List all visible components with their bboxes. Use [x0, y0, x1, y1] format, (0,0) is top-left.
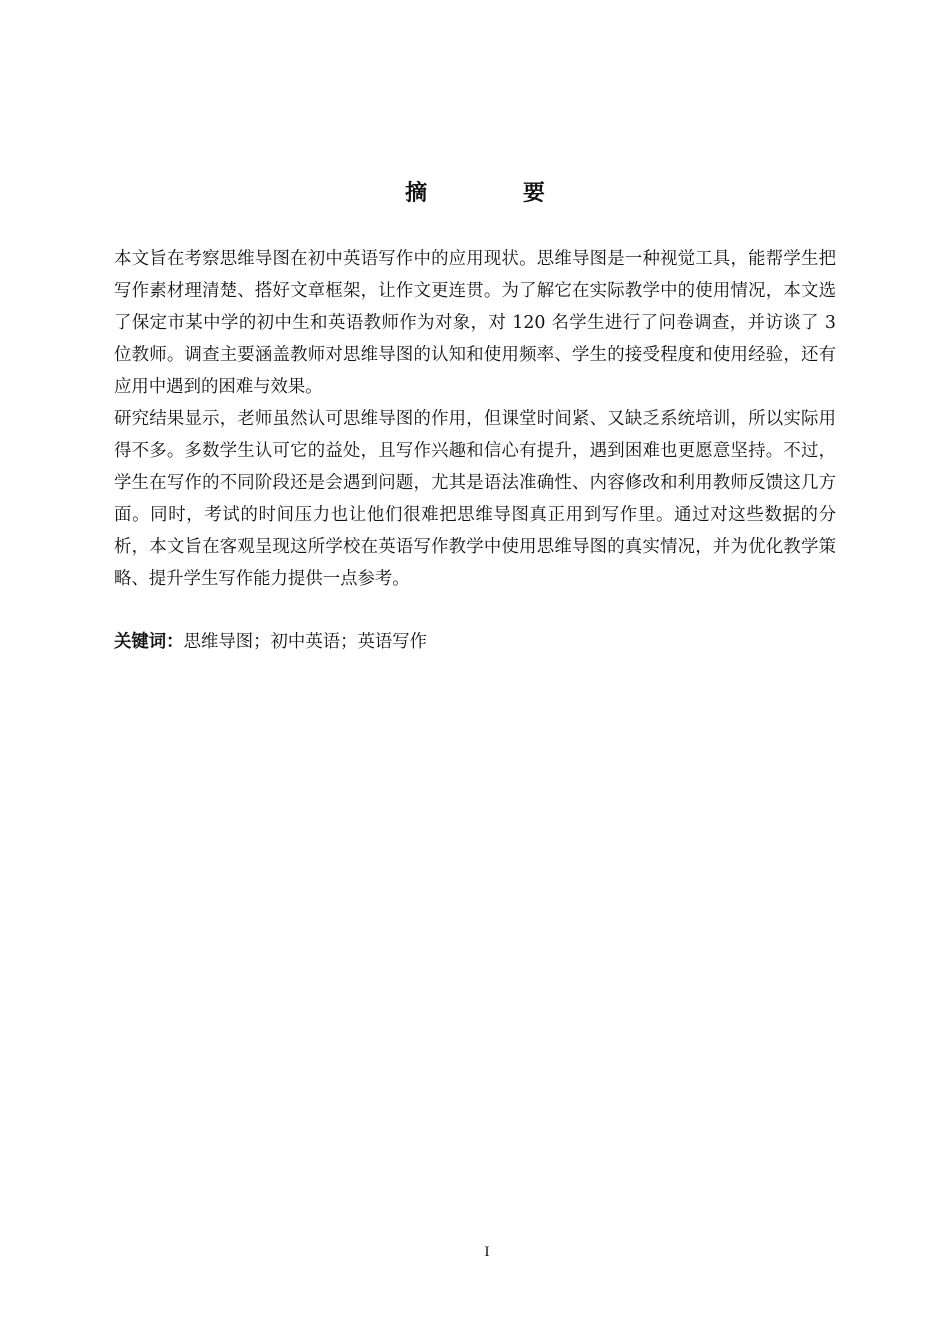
keywords-line	[114, 626, 836, 658]
abstract-paragraph-2: 研究结果显示，老师虽然认可思维导图的作用，但课堂时间紧、又缺乏系统培训，所以实际用得不多。多数学生认可它的益处，且写作兴趣和信心有提升，遇到困难也更愿意坚持。不过，学生在写作的不同阶段还是会遇到问题，尤其是语法准确性、内容修改和利用教师反馈这几方面。同时，考试的时间压力也让他们很难把思维导图真正用到写作里。通过对这些数据的分析，本文旨在客观呈现这所学校在英语写作教学中使用思维导图的真实情况，并为优化教学策略、提升学生写作能力提供一点参考。	[114, 409, 836, 589]
keywords-label: 关键词：	[114, 632, 184, 652]
keywords-text: 思维导图；初中英语；英语写作	[183, 632, 428, 652]
abstract-title: 摘 要	[405, 181, 589, 206]
abstract-paragraph-1: 本文旨在考察思维导图在初中英语写作中的应用现状。思维导图是一种视觉工具，能帮学生把写作素材理清楚、搭好文章框架，让作文更连贯。为了解它在实际教学中的使用情况，本文选了保定市某中学的初中生和英语教师作为对象，对 120 名学生进行了问卷调查，并访谈了 3 位教师。调查主要涵盖教师对思维导图的认知和使用频率、学生的接受程度和使用经验，还有应用中遇到的困难与效果。	[114, 249, 836, 397]
abstract-body	[114, 243, 836, 595]
page-number: I	[484, 1244, 490, 1260]
